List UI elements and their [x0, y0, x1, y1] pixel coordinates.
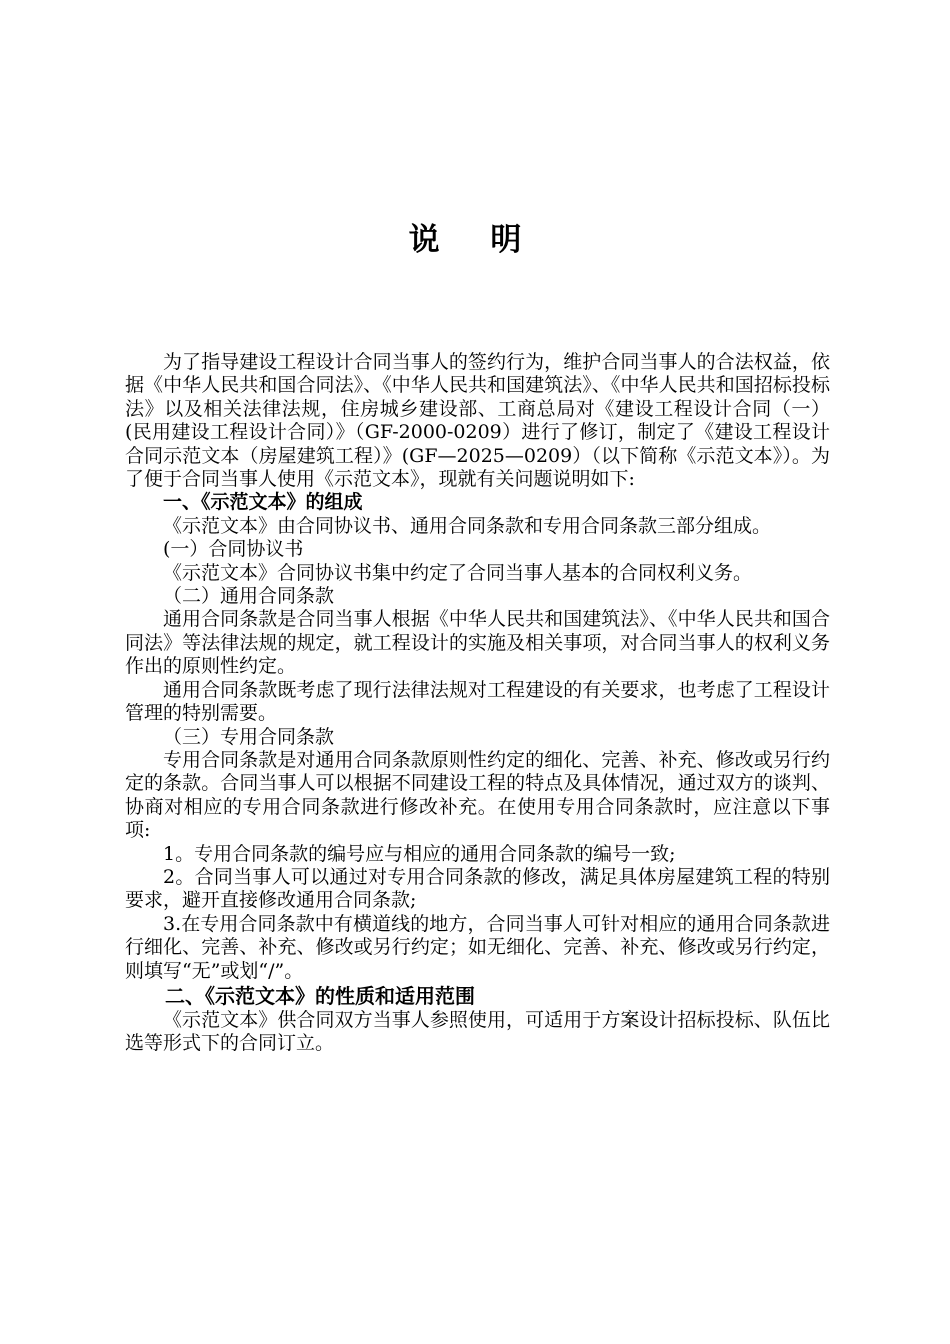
list-item: 2。合同当事人可以通过对专用合同条款的修改，满足具体房屋建筑工程的特别要求，避开直接修改通用合同条款; — [125, 865, 830, 912]
paragraph: 《示范文本》合同协议书集中约定了合同当事人基本的合同权利义务。 — [163, 561, 753, 584]
subsection-heading: (一）合同协议书 — [163, 538, 304, 561]
intro-paragraph: 为了指导建设工程设计合同当事人的签约行为，维护合同当事人的合法权益，依据《中华人民共和国合同法》、《中华人民共和国建筑法》、《中华人民共和国招标投标法》以及相关法律法规，住房城乡建设部、工商总局对《建设工程设计合同（一）(民用建设工程设计合同）》（GF-2000-0209）进行了修订，制定了《建设工程设计合同示范文本（房屋建筑工程）》(GF—2025—0209）（以下简称《示范文本》）。为了便于合同当事人使用《示范文本》，现就有关问题说明如下: — [125, 351, 830, 491]
section-heading-1: 一、《示范文本》的组成 — [163, 491, 363, 514]
subsection-heading: （三）专用合同条款 — [163, 725, 335, 748]
paragraph: 《示范文本》由合同协议书、通用合同条款和专用合同条款三部分组成。 — [163, 514, 772, 537]
paragraph: 专用合同条款是对通用合同条款原则性约定的细化、完善、补充、修改或另行约定的条款。合同当事人可以根据不同建设工程的特点及具体情况，通过双方的谈判、协商对相应的专用合同条款进行修改补充。在使用专用合同条款时，应注意以下事项: — [125, 748, 830, 842]
paragraph: 《示范文本》供合同双方当事人参照使用，可适用于方案设计招标投标、队伍比选等形式下的合同订立。 — [125, 1008, 830, 1055]
subsection-heading: （二）通用合同条款 — [163, 585, 335, 608]
paragraph: 通用合同条款既考虑了现行法律法规对工程建设的有关要求，也考虑了工程设计管理的特别需要。 — [125, 678, 830, 725]
list-item: 1。专用合同条款的编号应与相应的通用合同条款的编号一致; — [163, 842, 676, 865]
page-title: 说 明 — [408, 222, 542, 258]
document-body — [125, 351, 830, 1056]
section-heading-2: 二、《示范文本》的性质和适用范围 — [165, 983, 475, 1008]
paragraph: 通用合同条款是合同当事人根据《中华人民共和国建筑法》、《中华人民共和国合同法》等法律法规的规定，就工程设计的实施及相关事项，对合同当事人的权利义务作出的原则性约定。 — [125, 608, 830, 678]
list-item: 3.在专用合同条款中有横道线的地方，合同当事人可针对相应的通用合同条款进行细化、完善、补充、修改或另行约定；如无细化、完善、补充、修改或另行约定，则填写“无”或划“/”。 — [125, 912, 830, 982]
